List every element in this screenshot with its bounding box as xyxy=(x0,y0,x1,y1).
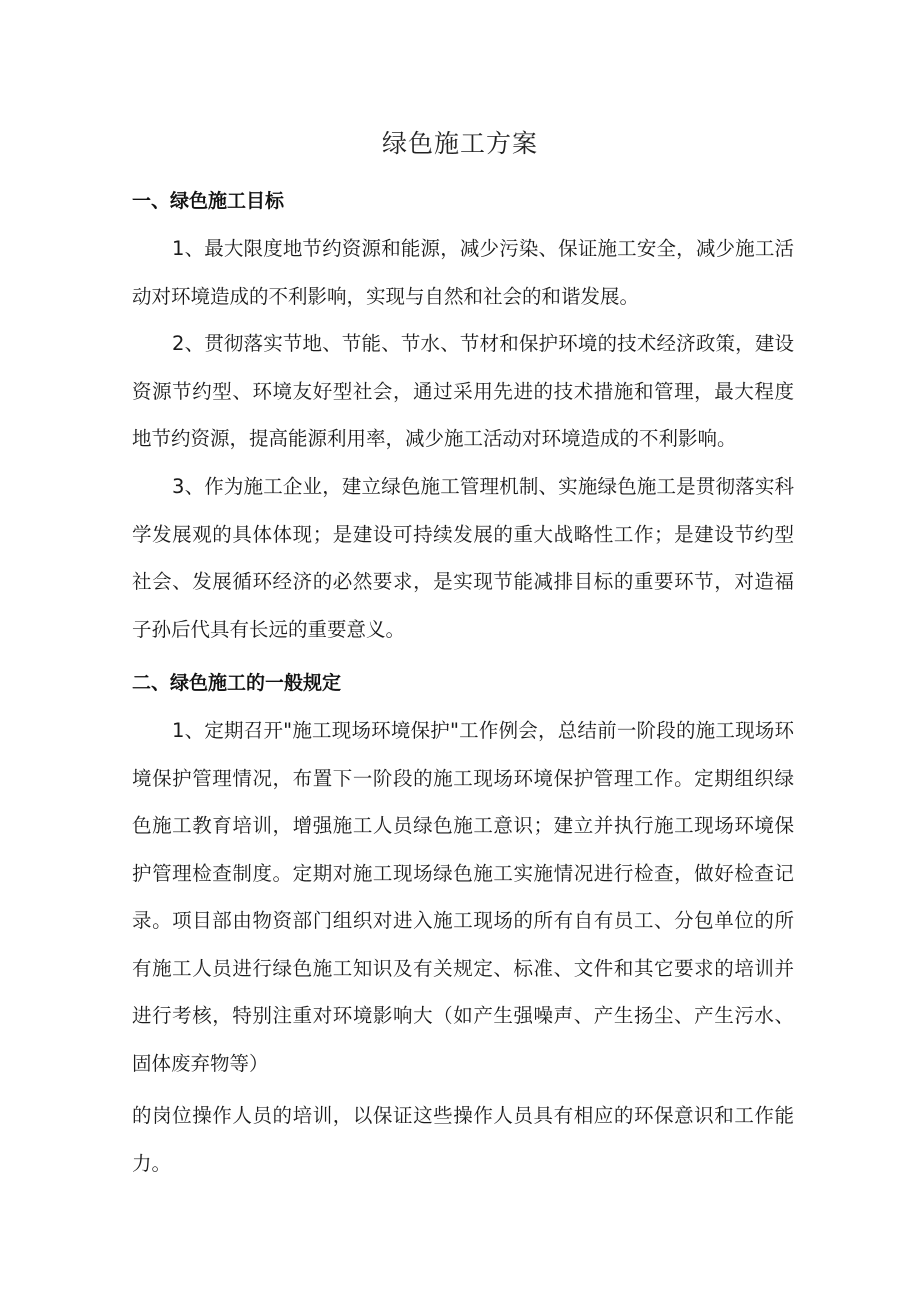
paragraph-rule-1-continued: 的岗位操作人员的培训，以保证这些操作人员具有相应的环保意识和工作能力。 xyxy=(132,1104,794,1175)
paragraph-goal-2: 2、贯彻落实节地、节能、节水、节材和保护环境的技术经济政策，建设资源节约型、环境友好型社会，通过采用先进的技术措施和管理，最大程度地节约资源，提高能源利用率，减少施工活动对环境造成的不利影响。 xyxy=(132,332,794,450)
section-heading-general-rules: 二、绿色施工的一般规定 xyxy=(132,672,342,694)
document-title: 绿色施工方案 xyxy=(381,129,538,158)
paragraph-goal-1: 1、最大限度地节约资源和能源，减少污染、保证施工安全，减少施工活动对环境造成的不利影响，实现与自然和社会的和谐发展。 xyxy=(132,237,794,308)
paragraph-rule-1: 1、定期召开"施工现场环境保护"工作例会，总结前一阶段的施工现场环境保护管理情况，布置下一阶段的施工现场环境保护管理工作。定期组织绿色施工教育培训，增强施工人员绿色施工意识；建立并执行施工现场环境保护管理检查制度。定期对施工现场绿色施工实施情况进行检查，做好检查记录。项目部由物资部门组织对进入施工现场的所有自有员工、分包单位的所有施工人员进行绿色施工知识及有关规定、标准、文件和其它要求的培训并进行考核，特别注重对环境影响大（如产生强噪声、产生扬尘、产生污水、固体废弃物等） xyxy=(132,719,794,1075)
paragraph-goal-3: 3、作为施工企业，建立绿色施工管理机制、实施绿色施工是贯彻落实科学发展观的具体体现；是建设可持续发展的重大战略性工作；是建设节约型社会、发展循环经济的必然要求，是实现节能减排目标的重要环节，对造福子孙后代具有长远的重要意义。 xyxy=(132,475,794,641)
section-heading-goals: 一、绿色施工目标 xyxy=(132,190,285,212)
